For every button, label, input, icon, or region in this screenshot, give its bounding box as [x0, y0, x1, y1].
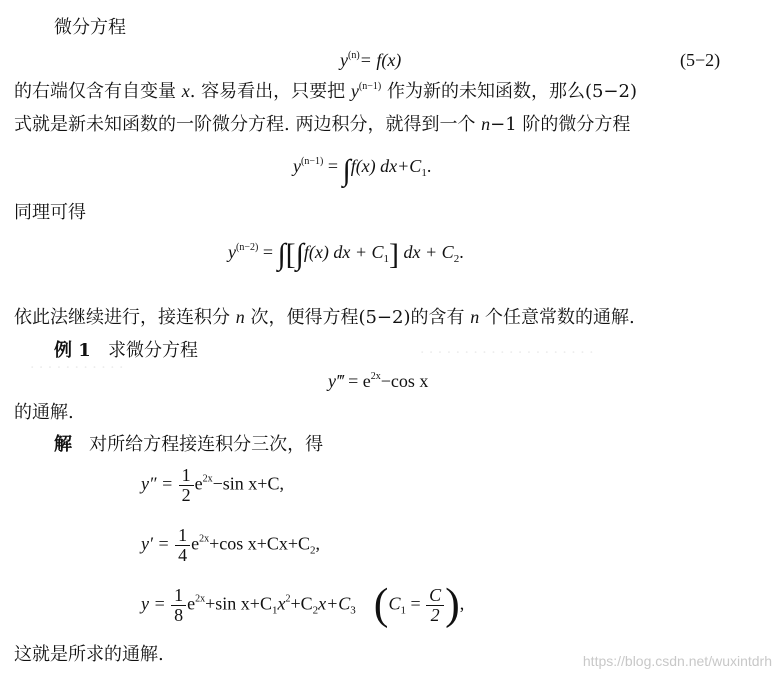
result-general-solution: y = $\frac{1}{8}$ $e^{2x}+\sin$ $x+C_1x^2+C_2x+C_3$ ($C_1$ = $\frac{C}{2}$ ), — [141, 579, 465, 629]
equation-tag: (5−2) — [680, 50, 721, 70]
paragraph-line: 的右端仅含有自变量 x. 容易看出，只要把 $y^{(n-1)}$ 作为新的未知函数，那么(5−2) — [14, 81, 637, 102]
result-first-derivative: y′ = $\frac{1}{4}$ $e^{2x}+\cos$ $x+Cx+C_2$, — [141, 525, 321, 565]
equation-second-integral: $y^{(n-2)} = \int[\int f(x)$ dx + $C_1$] dx + $C_2$. — [228, 238, 464, 271]
equation-5-2: $y^{(n)}= f(x)$ — [340, 50, 402, 70]
paragraph-line: 同理可得 — [14, 202, 86, 223]
watermark: https://blog.csdn.net/wuxintdrh — [582, 653, 772, 669]
bleed-through-text: · · · · · · · · · · · · · · · · · · · · — [420, 345, 594, 361]
paragraph-line: 式就是新未知函数的一阶微分方程. 两边积分，就得到一个 n−1 阶的微分方程 — [14, 114, 631, 135]
equation-first-integral: $y^{(n-1)} = \int f(x)$ $dx+C_1$. — [293, 154, 432, 187]
solution-heading: 解 对所给方程接连积分三次，得 — [54, 434, 324, 455]
paragraph-line: 这就是所求的通解. — [14, 644, 164, 665]
paragraph-intro: 微分方程 — [54, 17, 126, 38]
example-heading: 例 1 求微分方程 — [54, 340, 198, 361]
equation-example: y‴ = $e^{2x}-\cos$ x — [328, 371, 429, 391]
bleed-through-text: · · · · · · · · · · · — [30, 360, 124, 376]
result-second-derivative: y″ = $\frac{1}{2}$ $e^{2x}-\sin$ x+C, — [141, 465, 284, 505]
paragraph-line: 依此法继续进行，接连积分 n 次，便得方程(5−2)的含有 n 个任意常数的通解. — [14, 307, 635, 328]
paragraph-line: 的通解. — [14, 402, 74, 423]
